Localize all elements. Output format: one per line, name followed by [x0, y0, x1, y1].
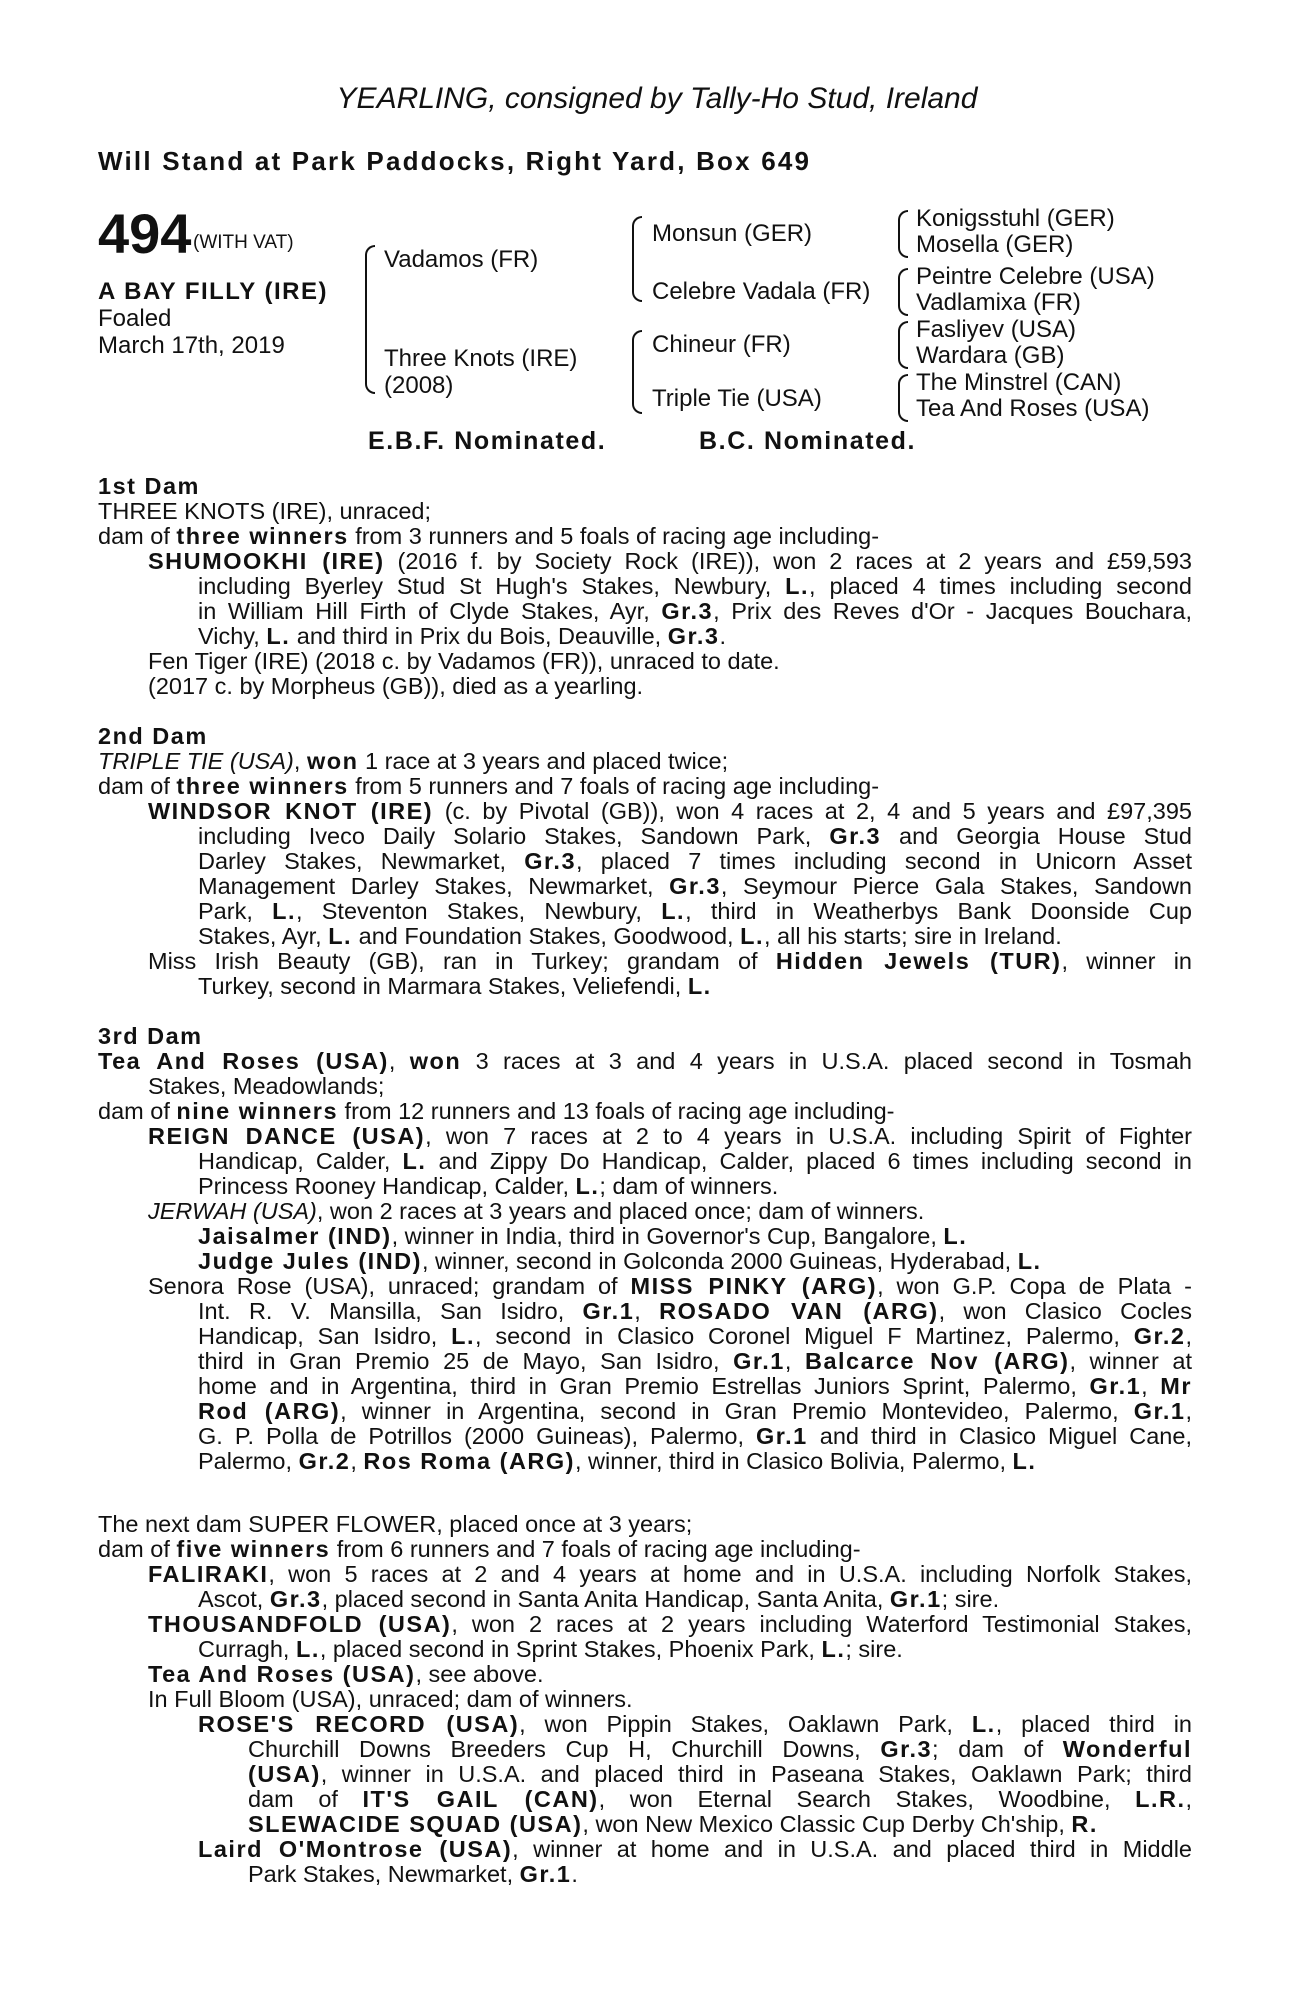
first-dam-line: including Byerley Stud St Hugh's Stakes, Newbury, L., placed 4 times including second [198, 573, 1192, 599]
second-dam-line: Miss Irish Beauty (GB), ran in Turkey; grandam of Hidden Jewels (TUR), winner in [148, 948, 1192, 974]
pedigree-gen3-8: Tea And Roses (USA) [916, 395, 1150, 422]
next-dam-line: Ascot, Gr.3, placed second in Santa Anita Handicap, Santa Anita, Gr.1; sire. [198, 1586, 1000, 1612]
third-dam-line: Jaisalmer (IND), winner in India, third in Governor's Cup, Bangalore, L. [198, 1223, 968, 1249]
next-dam-line: Laird O'Montrose (USA), winner at home and in U.S.A. and placed third in Middle [198, 1836, 1192, 1862]
first-dam-line: THREE KNOTS (IRE), unraced; [98, 498, 431, 524]
next-dam-line: (USA), winner in U.S.A. and placed third in Paseana Stakes, Oaklawn Park; third [248, 1761, 1192, 1787]
third-dam-line: third in Gran Premio 25 de Mayo, San Isidro, Gr.1, Balcarce Nov (ARG), winner at [198, 1348, 1192, 1374]
pedigree-dam-dam: Triple Tie (USA) [652, 385, 822, 412]
second-dam-line: WINDSOR KNOT (IRE) (c. by Pivotal (GB)), won 4 races at 2, 4 and 5 years and £97,395 [148, 798, 1192, 824]
ebf-nominated: E.B.F. Nominated. [368, 427, 607, 455]
third-dam-line: JERWAH (USA), won 2 races at 3 years and placed once; dam of winners. [148, 1198, 925, 1224]
third-dam-line: Int. R. V. Mansilla, San Isidro, Gr.1, ROSADO VAN (ARG), won Clasico Cocles [198, 1298, 1192, 1324]
third-dam-line: Princess Rooney Handicap, Calder, L.; dam of winners. [198, 1173, 779, 1199]
second-dam-line: TRIPLE TIE (USA), won 1 race at 3 years and placed twice; [98, 748, 729, 774]
pedigree-dam: Three Knots (IRE) [384, 345, 578, 372]
next-dam-line: In Full Bloom (USA), unraced; dam of winners. [148, 1686, 633, 1712]
first-dam-line: Vichy, L. and third in Prix du Bois, Deauville, Gr.3. [198, 623, 727, 649]
first-dam-line: Fen Tiger (IRE) (2018 c. by Vadamos (FR)), unraced to date. [148, 648, 780, 674]
second-dam-line: Management Darley Stakes, Newmarket, Gr.3, Seymour Pierce Gala Stakes, Sandown [198, 873, 1192, 899]
pedigree-dam-year: (2008) [384, 372, 454, 399]
first-dam-line: dam of three winners from 3 runners and 5 foals of racing age including- [98, 523, 880, 549]
pedigree-dam-sire: Chineur (FR) [652, 331, 791, 358]
pedigree-brace-dam [632, 330, 642, 414]
stand-location: Will Stand at Park Paddocks, Right Yard, Box 649 [98, 146, 812, 176]
pedigree-brace-3c [898, 321, 908, 369]
pedigree-gen3-6: Wardara (GB) [916, 342, 1065, 369]
pedigree-gen3-5: Fasliyev (USA) [916, 316, 1077, 343]
third-dam-line: Handicap, San Isidro, L., second in Clasico Coronel Miguel F Martinez, Palermo, Gr.2, [198, 1323, 1193, 1349]
third-dam-line: Rod (ARG), winner in Argentina, second in Gran Premio Montevideo, Palermo, Gr.1, [198, 1398, 1192, 1424]
third-dam-line: Handicap, Calder, L. and Zippy Do Handicap, Calder, placed 6 times including second in [198, 1148, 1192, 1174]
first-dam-line: in William Hill Firth of Clyde Stakes, Ayr, Gr.3, Prix des Reves d'Or - Jacques Bouchara, [198, 598, 1192, 624]
second-dam-line: Darley Stakes, Newmarket, Gr.3, placed 7 times including second in Unicorn Asset [198, 848, 1192, 874]
next-dam-line: SLEWACIDE SQUAD (USA), won New Mexico Classic Cup Derby Ch'ship, R. [248, 1811, 1098, 1837]
pedigree-brace-3b [898, 268, 908, 316]
bc-nominated: B.C. Nominated. [699, 427, 917, 455]
next-dam-line: The next dam SUPER FLOWER, placed once at 3 years; [98, 1511, 693, 1537]
pedigree-gen3-1: Konigsstuhl (GER) [916, 205, 1115, 232]
third-dam-line: Senora Rose (USA), unraced; grandam of MISS PINKY (ARG), won G.P. Copa de Plata - [148, 1273, 1192, 1299]
foaled-label: Foaled [98, 305, 172, 332]
first-dam-heading: 1st Dam [98, 473, 200, 499]
next-dam-line: Churchill Downs Breeders Cup H, Churchill Downs, Gr.3; dam of Wonderful [248, 1736, 1192, 1762]
next-dam-line: Park Stakes, Newmarket, Gr.1. [248, 1861, 578, 1887]
pedigree-brace-sire [632, 216, 642, 302]
third-dam-line: Tea And Roses (USA), won 3 races at 3 and 4 years in U.S.A. placed second in Tosmah [98, 1048, 1193, 1074]
pedigree-gen3-4: Vadlamixa (FR) [916, 289, 1081, 316]
pedigree-sire: Vadamos (FR) [384, 246, 539, 273]
third-dam-line: Palermo, Gr.2, Ros Roma (ARG), winner, third in Clasico Bolivia, Palermo, L. [198, 1448, 1037, 1474]
pedigree-sire-dam: Celebre Vadala (FR) [652, 278, 871, 305]
pedigree-brace-3d [898, 374, 908, 422]
second-dam-line: including Iveco Daily Solario Stakes, Sandown Park, Gr.3 and Georgia House Stud [198, 823, 1193, 849]
second-dam-line: dam of three winners from 5 runners and 7 foals of racing age including- [98, 773, 880, 799]
next-dam-line: dam of IT'S GAIL (CAN), won Eternal Search Stakes, Woodbine, L.R., [248, 1786, 1193, 1812]
pedigree-sire-sire: Monsun (GER) [652, 220, 813, 247]
second-dam-line: Park, L., Steventon Stakes, Newbury, L., third in Weatherbys Bank Doonside Cup [198, 898, 1192, 924]
third-dam-heading: 3rd Dam [98, 1023, 203, 1049]
third-dam-line: home and in Argentina, third in Gran Premio Estrellas Juniors Sprint, Palermo, Gr.1, Mr [198, 1373, 1193, 1399]
next-dam-line: Tea And Roses (USA), see above. [148, 1661, 544, 1687]
pedigree-gen3-2: Mosella (GER) [916, 231, 1074, 258]
third-dam-line: Stakes, Meadowlands; [148, 1073, 385, 1099]
third-dam-line: REIGN DANCE (USA), won 7 races at 2 to 4 years in U.S.A. including Spirit of Fighter [148, 1123, 1193, 1149]
pedigree-brace-3a [898, 210, 908, 258]
foaled-date: March 17th, 2019 [98, 332, 285, 359]
vat-note: (WITH VAT) [193, 232, 294, 253]
pedigree-brace-gen1 [365, 245, 375, 394]
pedigree-gen3-7: The Minstrel (CAN) [916, 369, 1122, 396]
next-dam-line: THOUSANDFOLD (USA), won 2 races at 2 years including Waterford Testimonial Stakes, [148, 1611, 1192, 1637]
next-dam-line: ROSE'S RECORD (USA), won Pippin Stakes, Oaklawn Park, L., placed third in [198, 1711, 1193, 1737]
next-dam-line: Curragh, L., placed second in Sprint Stakes, Phoenix Park, L.; sire. [198, 1636, 903, 1662]
second-dam-line: Stakes, Ayr, L. and Foundation Stakes, Goodwood, L., all his starts; sire in Ireland. [198, 923, 1062, 949]
next-dam-line: dam of five winners from 6 runners and 7 foals of racing age including- [98, 1536, 861, 1562]
first-dam-line: (2017 c. by Morpheus (GB)), died as a yearling. [148, 673, 644, 699]
third-dam-line: dam of nine winners from 12 runners and 13 foals of racing age including- [98, 1098, 895, 1124]
first-dam-line: SHUMOOKHI (IRE) (2016 f. by Society Rock (IRE)), won 2 races at 2 years and £59,593 [148, 548, 1192, 574]
next-dam-line: FALIRAKI, won 5 races at 2 and 4 years at home and in U.S.A. including Norfolk Stakes, [148, 1561, 1192, 1587]
lot-number: 494 [98, 202, 192, 265]
pedigree-gen3-3: Peintre Celebre (USA) [916, 263, 1155, 290]
consignor-title: YEARLING, consigned by Tally-Ho Stud, Ireland [336, 82, 978, 115]
third-dam-line: Judge Jules (IND), winner, second in Golconda 2000 Guineas, Hyderabad, L. [198, 1248, 1042, 1274]
second-dam-heading: 2nd Dam [98, 723, 208, 749]
second-dam-line: Turkey, second in Marmara Stakes, Veliefendi, L. [198, 973, 712, 999]
third-dam-line: G. P. Polla de Potrillos (2000 Guineas), Palermo, Gr.1 and third in Clasico Miguel Cane, [198, 1423, 1192, 1449]
lot-description: A BAY FILLY (IRE) [98, 278, 328, 305]
